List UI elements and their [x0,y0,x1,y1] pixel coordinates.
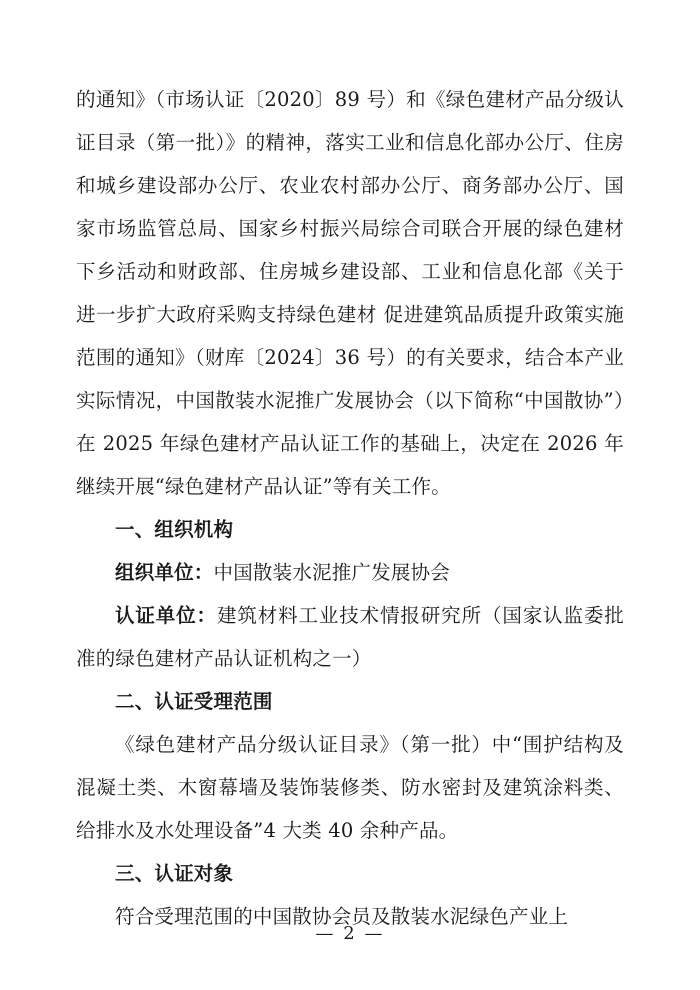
section-heading-scope: 二、认证受理范围 [115,690,273,713]
organizer-value: 中国散装水泥推广发展协会 [213,561,450,584]
paragraph-intro: 的通知》（市场认证〔2020〕89 号）和《绿色建材产品分级认证目录（第一批）》的精神，落实工业和信息化部办公厅、住房和城乡建设部办公厅、农业农村部办公厅、商务部办公厅、国家市场监管总局、国家乡村振兴局综合司联合开展的绿色建材下乡活动和财政部、住房城乡建设部、工业和信息化部《关于进一步扩大政府采购支持绿色建材 促进建筑品质提升政策实施范围的通知》（财库〔2024〕36 号）的有关要求，结合本产业实际情况，中国散装水泥推广发展协会（以下简称“中国散协”）在 2025 年绿色建材产品认证工作的基础上，决定在 2026 年继续开展“绿色建材产品认证”等有关工作。 [76,88,624,498]
paragraph-certifier [76,594,624,680]
certifier-value: 建筑材料工业技术情报研究所（国家认监委批准的绿色建材产品认证机构之一） [76,604,624,670]
section-heading-organization: 一、组织机构 [115,518,234,541]
organizer-label: 组织单位： [115,561,214,584]
paragraph-scope: 《绿色建材产品分级认证目录》（第一批）中“围护结构及混凝土类、木窗幕墙及装饰装修类、防水密封及建筑涂料类、给排水及水处理设备”4 大类 40 余种产品。 [76,733,624,842]
paragraph-organizer [76,551,624,594]
paragraph-target: 符合受理范围的中国散协会员及散装水泥绿色产业上 [115,905,569,928]
document-body [76,78,624,938]
page-number: — 2 — [315,923,385,944]
section-heading-target: 三、认证对象 [115,862,234,885]
certifier-label: 认证单位： [115,604,217,627]
